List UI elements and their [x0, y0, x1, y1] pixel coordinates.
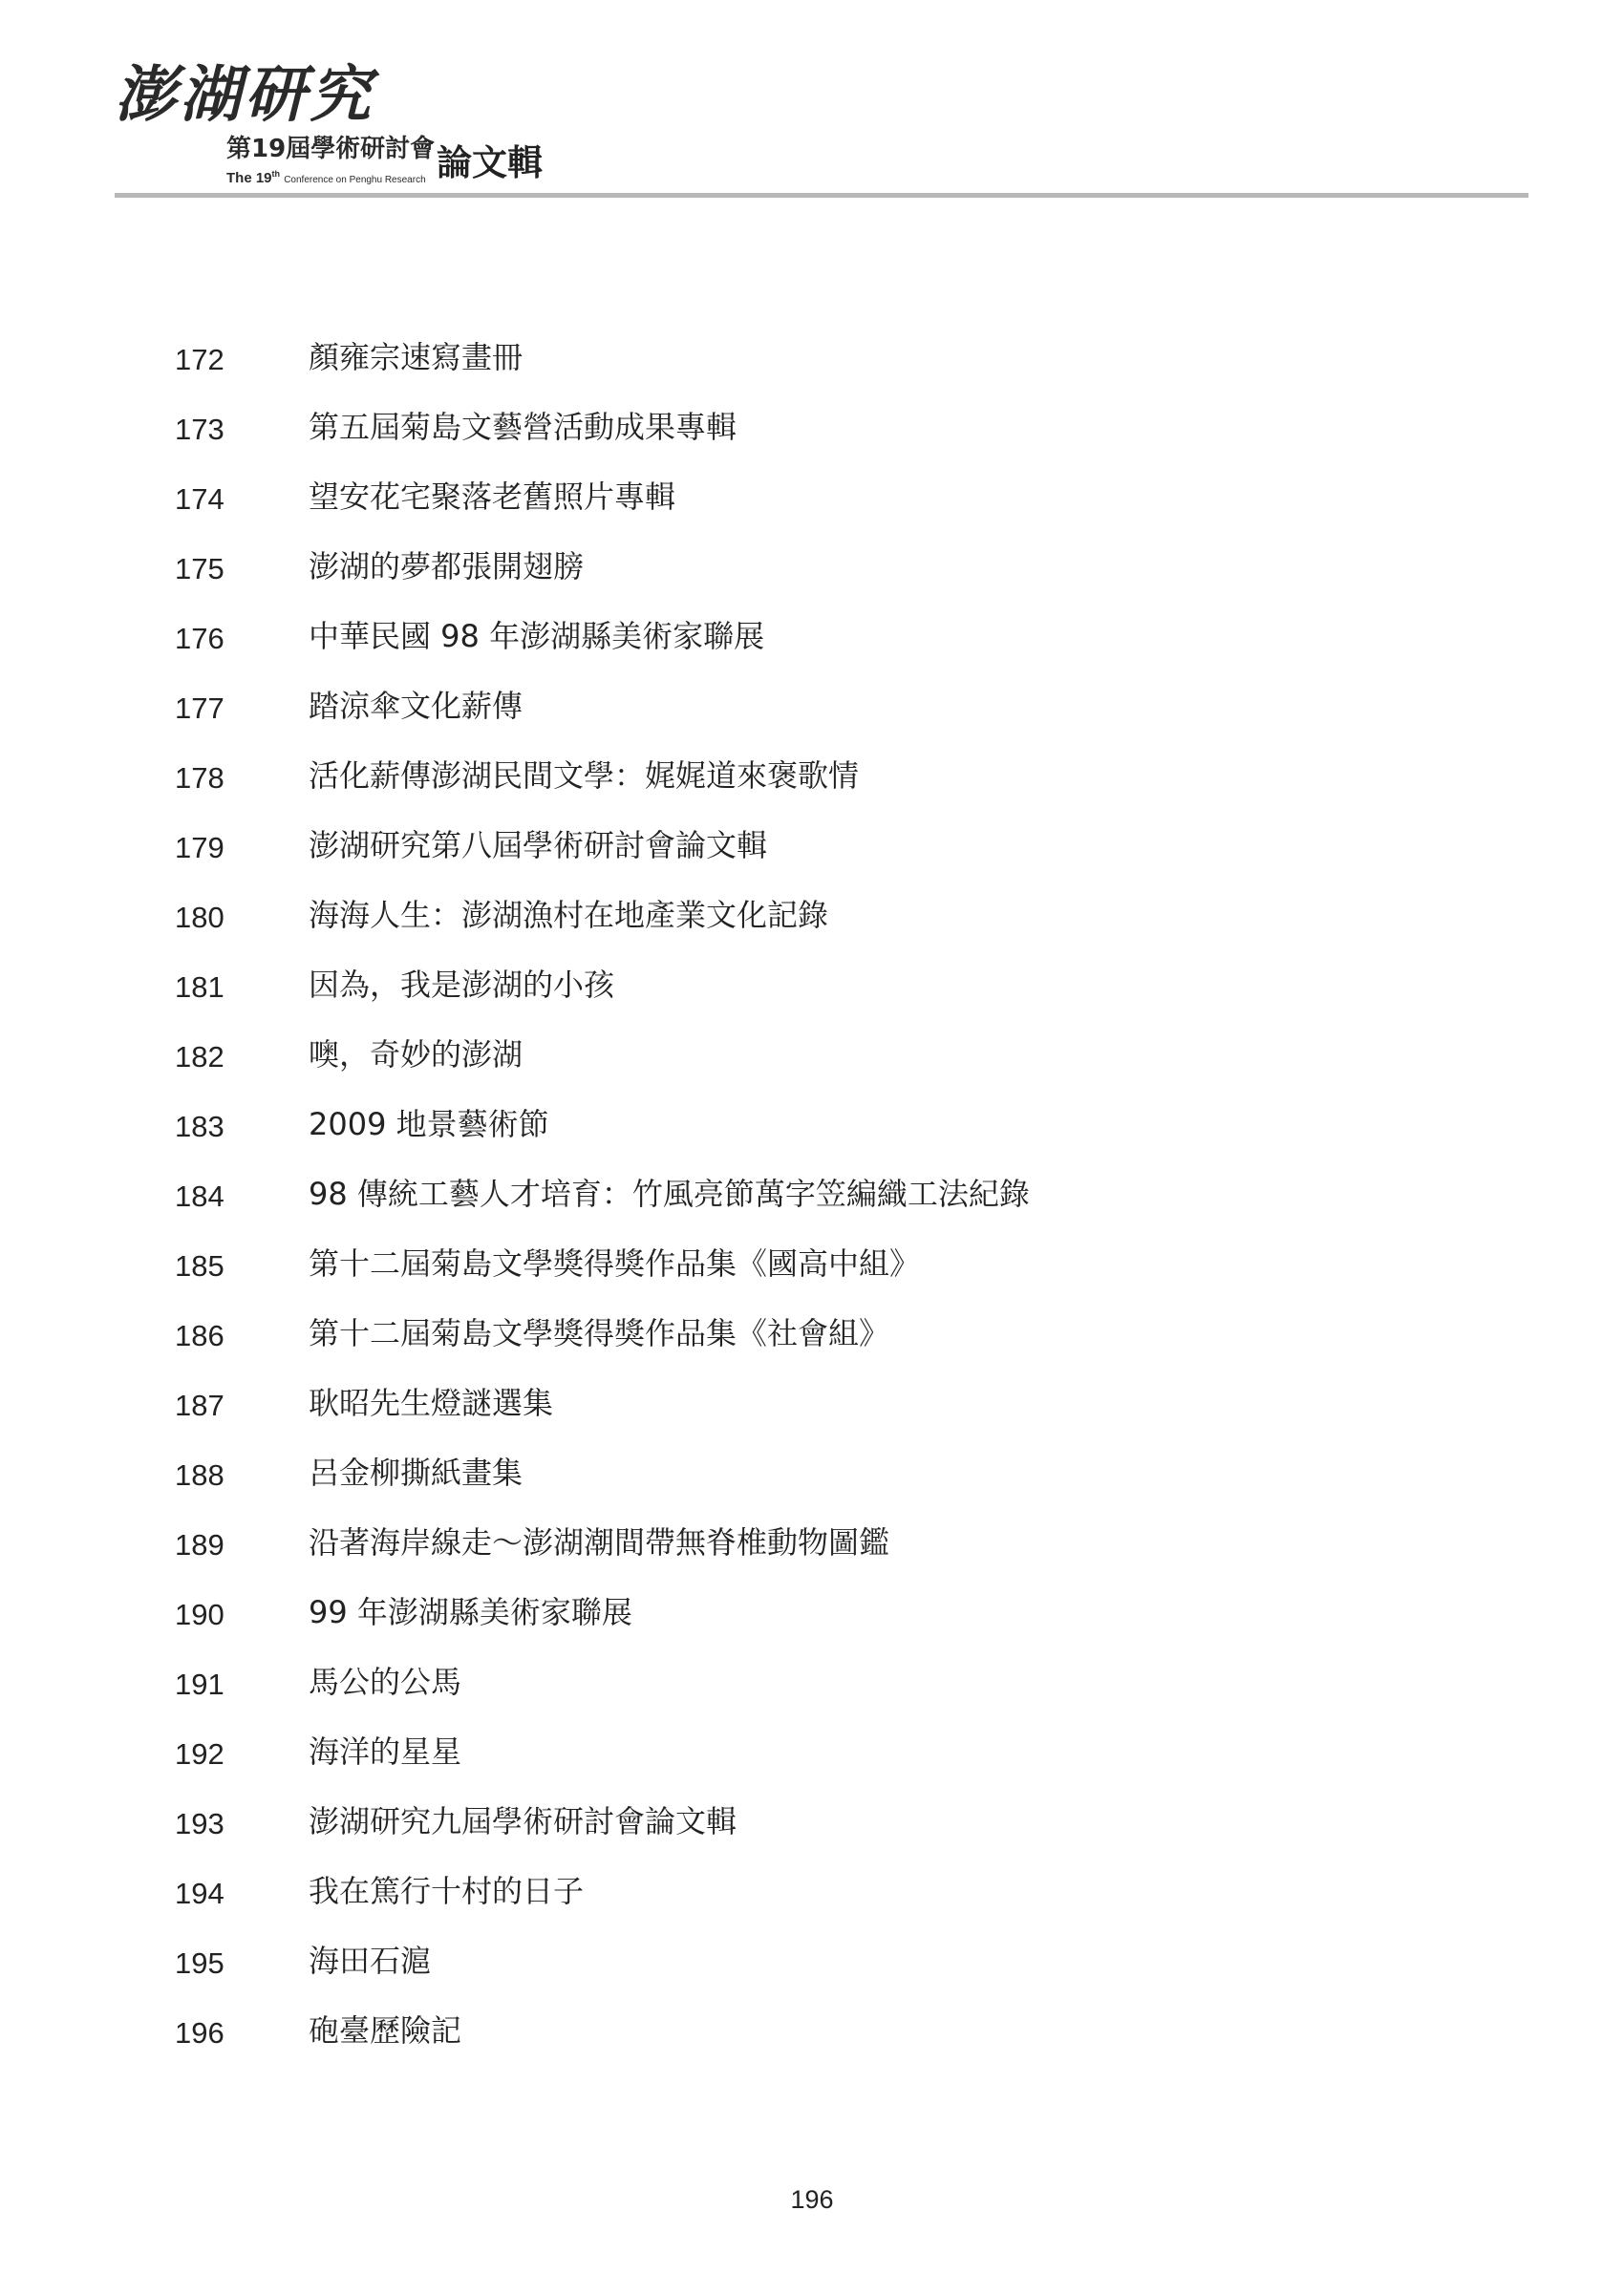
entry-number: 184 — [175, 1180, 224, 1213]
entry-title: 因為，我是澎湖的小孩 — [309, 967, 615, 1003]
conference-title-en — [226, 170, 426, 185]
conference-en-prefix: The 19 — [226, 170, 272, 186]
entry-title: 耿昭先生燈謎選集 — [309, 1385, 554, 1421]
list-item — [175, 757, 1417, 830]
list-item — [175, 548, 1417, 621]
list-item — [175, 1036, 1417, 1109]
entry-title: 活化薪傳澎湖民間文學：娓娓道來褒歌情 — [309, 757, 860, 794]
page-header — [115, 57, 1528, 201]
list-item — [175, 969, 1417, 1039]
entry-number: 173 — [175, 413, 224, 446]
entry-title: 澎湖研究九屆學術研討會論文輯 — [309, 1803, 737, 1839]
entry-title: 海洋的星星 — [309, 1733, 462, 1770]
list-item — [175, 688, 1417, 760]
list-item — [175, 1457, 1417, 1527]
entry-number: 181 — [175, 970, 224, 1004]
entry-title: 海田石滬 — [309, 1943, 432, 1979]
entry-number: 195 — [175, 1946, 224, 1980]
entry-number: 186 — [175, 1319, 224, 1352]
entry-number: 189 — [175, 1528, 224, 1562]
series-title-logo: 澎湖研究 — [115, 59, 374, 131]
entry-number: 191 — [175, 1668, 224, 1701]
entry-title: 第十二屆菊島文學獎得獎作品集《社會組》 — [309, 1315, 890, 1351]
entry-title: 顏雍宗速寫畫冊 — [309, 339, 524, 375]
entry-title: 踏涼傘文化薪傳 — [309, 688, 524, 724]
list-item — [175, 1803, 1417, 1876]
entry-title: 砲臺歷險記 — [309, 2012, 462, 2049]
entry-number: 194 — [175, 1877, 224, 1910]
conference-en-rest: Conference on Penghu Research — [284, 175, 426, 185]
entry-title: 澎湖的夢都張開翅膀 — [309, 548, 585, 585]
list-item — [175, 2012, 1417, 2085]
conference-title-zh: 第19屆學術研討會 — [226, 135, 436, 163]
entry-number: 183 — [175, 1110, 224, 1143]
entry-number: 176 — [175, 622, 224, 655]
entry-title: 馬公的公馬 — [309, 1664, 462, 1700]
list-item — [175, 1873, 1417, 1945]
list-item — [175, 618, 1417, 691]
list-item — [175, 1524, 1417, 1597]
header-divider — [115, 193, 1528, 198]
conference-en-suffix: th — [271, 169, 281, 179]
entry-number: 177 — [175, 691, 224, 725]
list-item — [175, 1594, 1417, 1667]
entry-number: 175 — [175, 552, 224, 585]
entry-number: 192 — [175, 1737, 224, 1771]
entry-number: 174 — [175, 482, 224, 516]
entry-title: 澎湖研究第八屆學術研討會論文輯 — [309, 827, 768, 863]
entry-title: 第十二屆菊島文學獎得獎作品集《國高中組》 — [309, 1245, 921, 1282]
list-item — [175, 409, 1417, 481]
entry-title: 沿著海岸線走～澎湖潮間帶無脊椎動物圖鑑 — [309, 1524, 890, 1561]
list-item — [175, 1315, 1417, 1388]
entry-number: 179 — [175, 831, 224, 864]
entry-number: 188 — [175, 1458, 224, 1492]
entry-title: 我在篤行十村的日子 — [309, 1873, 585, 1909]
entry-title: 2009 地景藝術節 — [309, 1106, 549, 1142]
publication-list — [175, 339, 1417, 2085]
entry-title: 中華民國 98 年澎湖縣美術家聯展 — [309, 618, 765, 654]
list-item — [175, 478, 1417, 551]
entry-title: 第五屆菊島文藝營活動成果專輯 — [309, 409, 737, 445]
list-item — [175, 1245, 1417, 1318]
entry-title: 呂金柳撕紙畫集 — [309, 1455, 524, 1491]
entry-title: 98 傳統工藝人才培育：竹風亮節萬字笠編織工法紀錄 — [309, 1176, 1030, 1212]
entry-number: 182 — [175, 1040, 224, 1074]
list-item — [175, 827, 1417, 900]
list-item — [175, 1733, 1417, 1806]
entry-number: 190 — [175, 1598, 224, 1631]
entry-number: 180 — [175, 901, 224, 934]
page-number: 196 — [790, 2185, 834, 2214]
list-item — [175, 1106, 1417, 1179]
list-item — [175, 339, 1417, 412]
entry-title: 99 年澎湖縣美術家聯展 — [309, 1594, 632, 1630]
entry-title: 噢，奇妙的澎湖 — [309, 1036, 524, 1073]
entry-number: 187 — [175, 1389, 224, 1422]
entry-number: 172 — [175, 343, 224, 376]
list-item — [175, 1176, 1417, 1248]
entry-number: 193 — [175, 1807, 224, 1840]
entry-number: 196 — [175, 2016, 224, 2050]
entry-number: 185 — [175, 1249, 224, 1283]
list-item — [175, 1385, 1417, 1457]
list-item — [175, 897, 1417, 969]
list-item — [175, 1664, 1417, 1736]
proceedings-label: 論文輯 — [437, 142, 543, 183]
entry-title: 望安花宅聚落老舊照片專輯 — [309, 478, 676, 515]
entry-number: 178 — [175, 761, 224, 795]
entry-title: 海海人生：澎湖漁村在地產業文化記錄 — [309, 897, 829, 933]
list-item — [175, 1945, 1417, 2015]
